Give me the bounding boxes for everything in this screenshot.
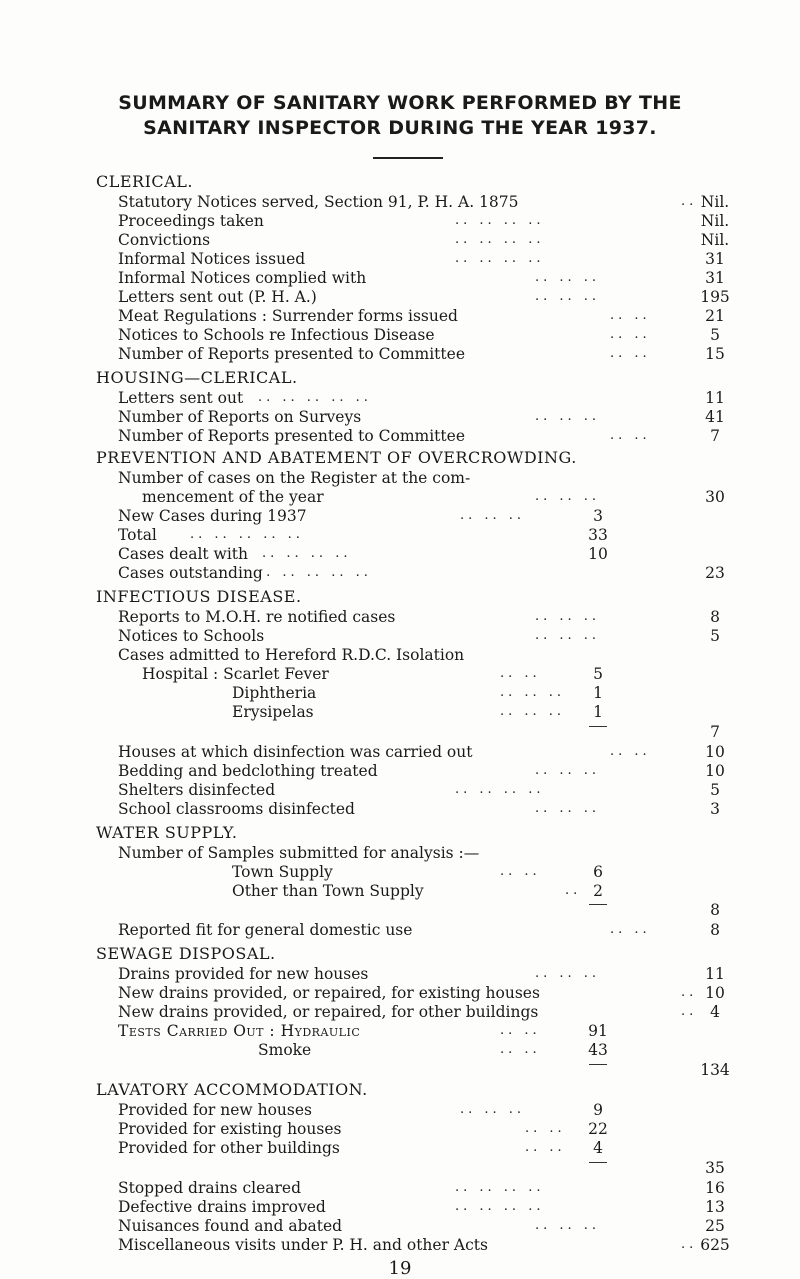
leader-dots: .. .. ..	[535, 763, 601, 778]
subtotal-value: 22	[588, 1120, 608, 1138]
leader-dots: .. ..	[610, 428, 651, 443]
section-heading-label: PREVENTION AND ABATEMENT OF OVERCROWDING.	[96, 448, 577, 467]
leader-dots: .. .. .. ..	[455, 1199, 545, 1214]
total-value: 4	[710, 1003, 720, 1021]
subtotal-value: 10	[588, 545, 608, 563]
table-row	[0, 1100, 800, 1120]
table-row	[0, 344, 800, 364]
row-label: Letters sent out	[118, 389, 244, 407]
subtotal-value: 5	[593, 665, 603, 683]
section-heading	[0, 368, 800, 388]
row-label: Provided for other buildings	[118, 1139, 340, 1157]
leader-dots: .. ..	[610, 744, 651, 759]
total-value: 31	[705, 250, 725, 268]
leader-dots: .. .. .. ..	[262, 546, 352, 561]
total-value: 625	[700, 1236, 730, 1254]
section-heading	[0, 172, 800, 192]
row-label: Drains provided for new houses	[118, 965, 369, 983]
table-row	[0, 1216, 800, 1236]
subtotal-value: 43	[588, 1041, 608, 1059]
table-row	[0, 388, 800, 408]
subtotal-value: 1	[593, 703, 603, 721]
row-label: Number of cases on the Register at the com-	[118, 469, 471, 487]
title-divider	[373, 157, 443, 159]
table-row	[0, 268, 800, 288]
leader-dots: .. .. ..	[500, 704, 566, 719]
total-value: 16	[705, 1179, 725, 1197]
leader-dots: .. .. ..	[535, 609, 601, 624]
leader-dots: .. ..	[500, 666, 541, 681]
row-label: Other than Town Supply	[232, 882, 424, 900]
table-row	[0, 426, 800, 446]
table-row	[0, 468, 800, 488]
section-heading	[0, 944, 800, 964]
sum-rule	[589, 904, 607, 905]
table-row	[0, 487, 800, 507]
row-label: Provided for new houses	[118, 1101, 312, 1119]
row-label: Cases admitted to Hereford R.D.C. Isolation	[118, 646, 465, 664]
table-row	[0, 249, 800, 269]
total-value: 134	[700, 1061, 730, 1079]
total-value: 5	[710, 781, 720, 799]
table-row	[0, 843, 800, 863]
total-value: 10	[705, 762, 725, 780]
leader-dots: .. ..	[500, 1042, 541, 1057]
section-heading-label: WATER SUPPLY.	[96, 823, 238, 842]
row-label: School classrooms disinfected	[118, 800, 355, 818]
table-row	[0, 563, 800, 583]
table-row	[0, 1197, 800, 1217]
section-heading	[0, 448, 800, 468]
leader-dots: .. .. .. ..	[455, 251, 545, 266]
table-row	[0, 722, 800, 742]
section-heading-label: INFECTIOUS DISEASE.	[96, 587, 302, 606]
leader-dots: ..	[681, 194, 698, 209]
table-row	[0, 325, 800, 345]
total-value: 195	[700, 288, 730, 306]
sum-rule	[589, 1162, 607, 1163]
row-label: Number of Reports presented to Committee	[118, 427, 465, 445]
leader-dots: .. ..	[610, 327, 651, 342]
row-label: Smoke	[258, 1041, 312, 1059]
row-label: Informal Notices issued	[118, 250, 306, 268]
subtotal-value: 2	[593, 882, 603, 900]
section-heading-label: HOUSING—CLERICAL.	[96, 368, 298, 387]
row-label: Erysipelas	[232, 703, 314, 721]
table-row	[0, 983, 800, 1003]
subtotal-value: 4	[593, 1139, 603, 1157]
total-value: 11	[705, 965, 725, 983]
table-row	[0, 1002, 800, 1022]
table-row	[0, 1119, 800, 1139]
total-value: 30	[705, 488, 725, 506]
leader-dots: .. .. ..	[535, 489, 601, 504]
table-row	[0, 287, 800, 307]
table-row	[0, 1158, 800, 1178]
row-label: Number of Reports presented to Committee	[118, 345, 465, 363]
table-row	[0, 607, 800, 627]
row-label: Notices to Schools re Infectious Disease	[118, 326, 435, 344]
row-label: New drains provided, or repaired, for existing houses	[118, 984, 540, 1002]
leader-dots: .. .. .. .. ..	[190, 527, 304, 542]
table-row	[0, 664, 800, 684]
total-value: 35	[705, 1159, 725, 1177]
leader-dots: .. .. .. .. ..	[258, 390, 372, 405]
row-label: Houses at which disinfection was carried out	[118, 743, 473, 761]
leader-dots: .. .. ..	[535, 409, 601, 424]
section-heading	[0, 587, 800, 607]
leader-dots: .. .. .. ..	[455, 782, 545, 797]
row-label: Statutory Notices served, Section 91, P. H. A. 1875	[118, 193, 519, 211]
row-label: Number of Reports on Surveys	[118, 408, 362, 426]
leader-dots: .. .. ..	[535, 1218, 601, 1233]
leader-dots: .. .. .. ..	[455, 232, 545, 247]
leader-dots: .. .. ..	[535, 289, 601, 304]
row-label: Meat Regulations : Surrender forms issued	[118, 307, 458, 325]
table-row	[0, 799, 800, 819]
total-value: Nil.	[700, 212, 730, 230]
page-title-line-1: SUMMARY OF SANITARY WORK PERFORMED BY THE	[118, 92, 682, 114]
table-row	[0, 900, 800, 920]
leader-dots: ..	[565, 883, 582, 898]
leader-dots: .. .. .. .. ..	[258, 565, 372, 580]
row-label: Informal Notices complied with	[118, 269, 367, 287]
page-number: 19	[388, 1258, 412, 1279]
row-label: Shelters disinfected	[118, 781, 276, 799]
table-row	[0, 626, 800, 646]
leader-dots: .. .. .. ..	[455, 1180, 545, 1195]
table-row	[0, 506, 800, 526]
row-label: New Cases during 1937	[118, 507, 307, 525]
table-row	[0, 192, 800, 212]
table-row	[0, 702, 800, 722]
row-label: Miscellaneous visits under P. H. and other Acts	[118, 1236, 488, 1254]
leader-dots: .. .. .. ..	[455, 213, 545, 228]
total-value: 13	[705, 1198, 725, 1216]
total-value: 31	[705, 269, 725, 287]
leader-dots: .. ..	[610, 346, 651, 361]
section-heading-label: CLERICAL.	[96, 172, 193, 191]
leader-dots: .. ..	[525, 1140, 566, 1155]
row-label: Reported fit for general domestic use	[118, 921, 413, 939]
table-row	[0, 230, 800, 250]
table-row	[0, 920, 800, 940]
row-label: Proceedings taken	[118, 212, 264, 230]
row-label: Provided for existing houses	[118, 1120, 342, 1138]
table-row	[0, 742, 800, 762]
total-value: 41	[705, 408, 725, 426]
table-row	[0, 964, 800, 984]
leader-dots: .. ..	[610, 922, 651, 937]
row-label: mencement of the year	[142, 488, 324, 506]
row-label: Cases outstanding	[118, 564, 263, 582]
row-label: New drains provided, or repaired, for other buildings	[118, 1003, 539, 1021]
leader-dots: .. ..	[610, 308, 651, 323]
row-label: Town Supply	[232, 863, 333, 881]
total-value: Nil.	[700, 231, 730, 249]
leader-dots: .. .. ..	[500, 685, 566, 700]
leader-dots: .. .. ..	[535, 801, 601, 816]
row-label: Stopped drains cleared	[118, 1179, 301, 1197]
total-value: 21	[705, 307, 725, 325]
section-heading-label: LAVATORY ACCOMMODATION.	[96, 1080, 368, 1099]
table-row	[0, 1060, 800, 1080]
total-value: Nil.	[700, 193, 730, 211]
total-value: 15	[705, 345, 725, 363]
subtotal-value: 3	[593, 507, 603, 525]
table-row	[0, 1138, 800, 1158]
sum-rule	[589, 726, 607, 727]
leader-dots: .. .. ..	[460, 508, 526, 523]
total-value: 7	[710, 427, 720, 445]
total-value: 23	[705, 564, 725, 582]
table-row	[0, 1021, 800, 1041]
row-label: Hospital : Scarlet Fever	[142, 665, 329, 683]
total-value: 8	[710, 921, 720, 939]
row-label: Total	[118, 526, 157, 544]
section-heading	[0, 1080, 800, 1100]
total-value: 8	[710, 608, 720, 626]
leader-dots: .. ..	[500, 1023, 541, 1038]
leader-dots: ..	[681, 1237, 698, 1252]
row-label: Number of Samples submitted for analysis :—	[118, 844, 480, 862]
table-row	[0, 1040, 800, 1060]
subtotal-value: 1	[593, 684, 603, 702]
row-label: Defective drains improved	[118, 1198, 326, 1216]
row-label: Cases dealt with	[118, 545, 248, 563]
total-value: 5	[710, 627, 720, 645]
leader-dots: .. ..	[525, 1121, 566, 1136]
table-row	[0, 306, 800, 326]
table-row	[0, 683, 800, 703]
table-row	[0, 407, 800, 427]
table-row	[0, 1235, 800, 1255]
total-value: 25	[705, 1217, 725, 1235]
row-label: Tests Carried Out : Hydraulic	[118, 1022, 361, 1040]
leader-dots: .. .. ..	[535, 966, 601, 981]
total-value: 10	[705, 743, 725, 761]
table-row	[0, 645, 800, 665]
table-row	[0, 780, 800, 800]
total-value: 10	[705, 984, 725, 1002]
subtotal-value: 91	[588, 1022, 608, 1040]
section-heading	[0, 823, 800, 843]
row-label: Convictions	[118, 231, 211, 249]
total-value: 11	[705, 389, 725, 407]
row-label: Nuisances found and abated	[118, 1217, 343, 1235]
table-row	[0, 544, 800, 564]
sum-rule	[589, 1064, 607, 1065]
leader-dots: .. ..	[500, 864, 541, 879]
row-label: Bedding and bedclothing treated	[118, 762, 378, 780]
table-row	[0, 211, 800, 231]
row-label: Letters sent out (P. H. A.)	[118, 288, 317, 306]
leader-dots: ..	[681, 1004, 698, 1019]
subtotal-value: 9	[593, 1101, 603, 1119]
total-value: 8	[710, 901, 720, 919]
leader-dots: .. .. ..	[460, 1102, 526, 1117]
total-value: 7	[710, 723, 720, 741]
table-row	[0, 525, 800, 545]
section-heading-label: SEWAGE DISPOSAL.	[96, 944, 276, 963]
total-value: 5	[710, 326, 720, 344]
subtotal-value: 6	[593, 863, 603, 881]
subtotal-value: 33	[588, 526, 608, 544]
table-row	[0, 761, 800, 781]
row-label: Reports to M.O.H. re notified cases	[118, 608, 396, 626]
total-value: 3	[710, 800, 720, 818]
leader-dots: .. .. ..	[535, 270, 601, 285]
leader-dots: .. .. ..	[535, 628, 601, 643]
row-label: Diphtheria	[232, 684, 317, 702]
row-label: Notices to Schools	[118, 627, 265, 645]
leader-dots: ..	[681, 985, 698, 1000]
table-row	[0, 881, 800, 901]
table-row	[0, 1178, 800, 1198]
page-title-line-2: SANITARY INSPECTOR DURING THE YEAR 1937.	[143, 117, 657, 139]
table-row	[0, 862, 800, 882]
